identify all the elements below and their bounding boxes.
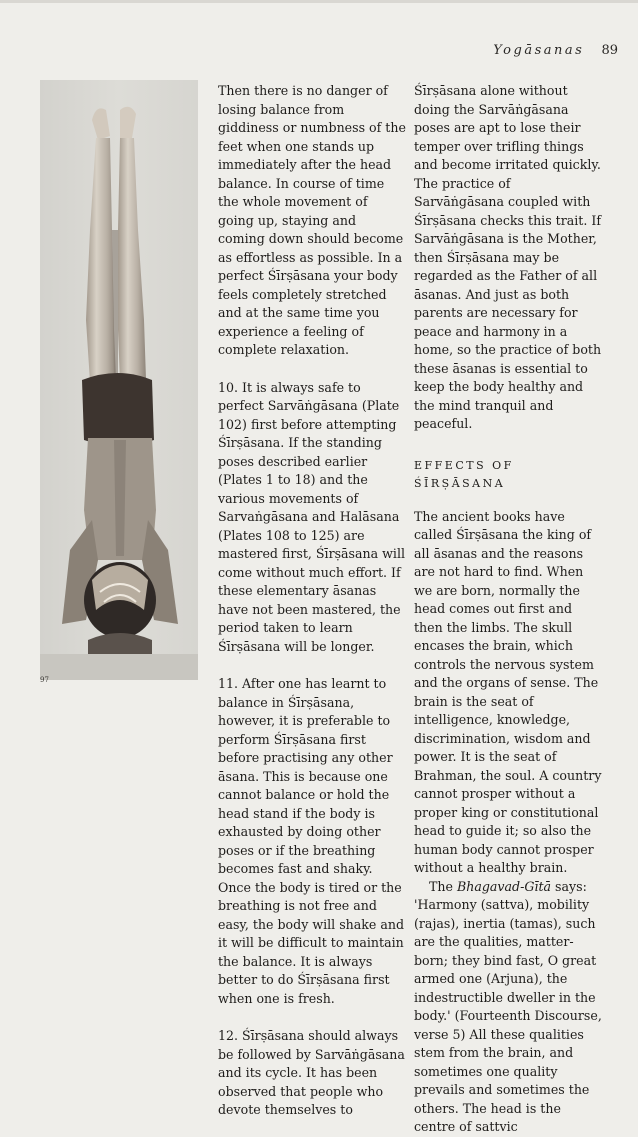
running-title: Yogāsanas (493, 43, 585, 58)
book-title: Bhagavad-Gītā (456, 878, 552, 894)
plate-photo-headstand (40, 80, 198, 680)
page-number: 89 (601, 43, 618, 58)
paragraph-quote (414, 878, 604, 1137)
paragraph: Then there is no danger of losing balance from giddiness or numbness of the feet when one stands up immediately after the head balance. In course of time the whole movement of going up, staying and coming down should become as effortless as possible. In a perfect Śīrṣāsana your body feels completely stretched and at the same time you experience a feeling of complete relaxation. (218, 83, 406, 357)
text-column-left (218, 82, 406, 1120)
section-heading: EFFECTS OF ŚĪRṢĀSANA (414, 458, 514, 490)
paragraph-numbered-11: 11. After one has learnt to balance in Śīrṣāsana, however, it is preferable to perform Śīrṣāsana first before practising any other āsana. This is because one cannot balance or hold the head stand if the body is exhausted by doing other poses or if the breathing becomes fast and shaky. Once the body is tired or the breathing is not free and easy, the body will shake and it will be difficult to maintain the balance. It is always better to do Śīrṣāsana first when one is fresh. (218, 676, 405, 1006)
running-header (493, 43, 618, 58)
text-run: says: 'Harmony (sattva), mobility (rajas), inertia (tamas), such are the qualities, matter-born; they bind fast, O great armed one (Arjuna), the indestructible dweller in the body.' (Fourteenth Discourse, verse 5) All these qualities stem from the brain, and sometimes one quality prevails and sometimes the others. The head is the centre of sattvic (414, 878, 602, 1134)
text-column-right (414, 82, 604, 1137)
text-run: The (429, 878, 457, 894)
paragraph-numbered-12: 12. Śīrṣāsana should always be followed by Sarvāṅgāsana and its cycle. It has been observed that people who devote themselves to (218, 1028, 405, 1117)
page-top-edge (0, 0, 638, 3)
plate-number: 97 (40, 676, 49, 684)
paragraph: The ancient books have called Śīrṣāsana the king of all āsanas and the reasons are not hard to find. When we are born, normally the head comes out first and then the limbs. The skull encases the brain, which controls the nervous system and the organs of sense. The brain is the seat of intelligence, knowledge, discrimination, wisdom and power. It is the seat of Brahman, the soul. A country cannot prosper without a proper king or constitutional head to guide it; so also the human body cannot prosper without a healthy brain. (414, 508, 602, 875)
paragraph-numbered-10: 10. It is always safe to perfect Sarvāṅgāsana (Plate 102) first before attempting Śīrṣāsana. If the standing poses described earlier (Plates 1 to 18) and the various movements of Sarvaṅgāsana and Halāsana (Plates 108 to 125) are mastered first, Śīrṣāsana will come without much effort. If these elementary āsanas have not been mastered, the period taken to learn Śīrṣāsana will be longer. (218, 379, 406, 654)
paragraph: Śīrṣāsana alone without doing the Sarvāṅgāsana poses are apt to lose their temper over trifling things and become irritated quickly. The practice of Sarvāṅgāsana coupled with Śīrṣāsana checks this trait. If Sarvāṅgāsana is the Mother, then Śīrṣāsana may be regarded as the Father of all āsanas. And just as both parents are necessary for peace and harmony in a home, so the practice of both these āsanas is essential to keep the body healthy and the mind tranquil and peaceful. (414, 83, 602, 431)
